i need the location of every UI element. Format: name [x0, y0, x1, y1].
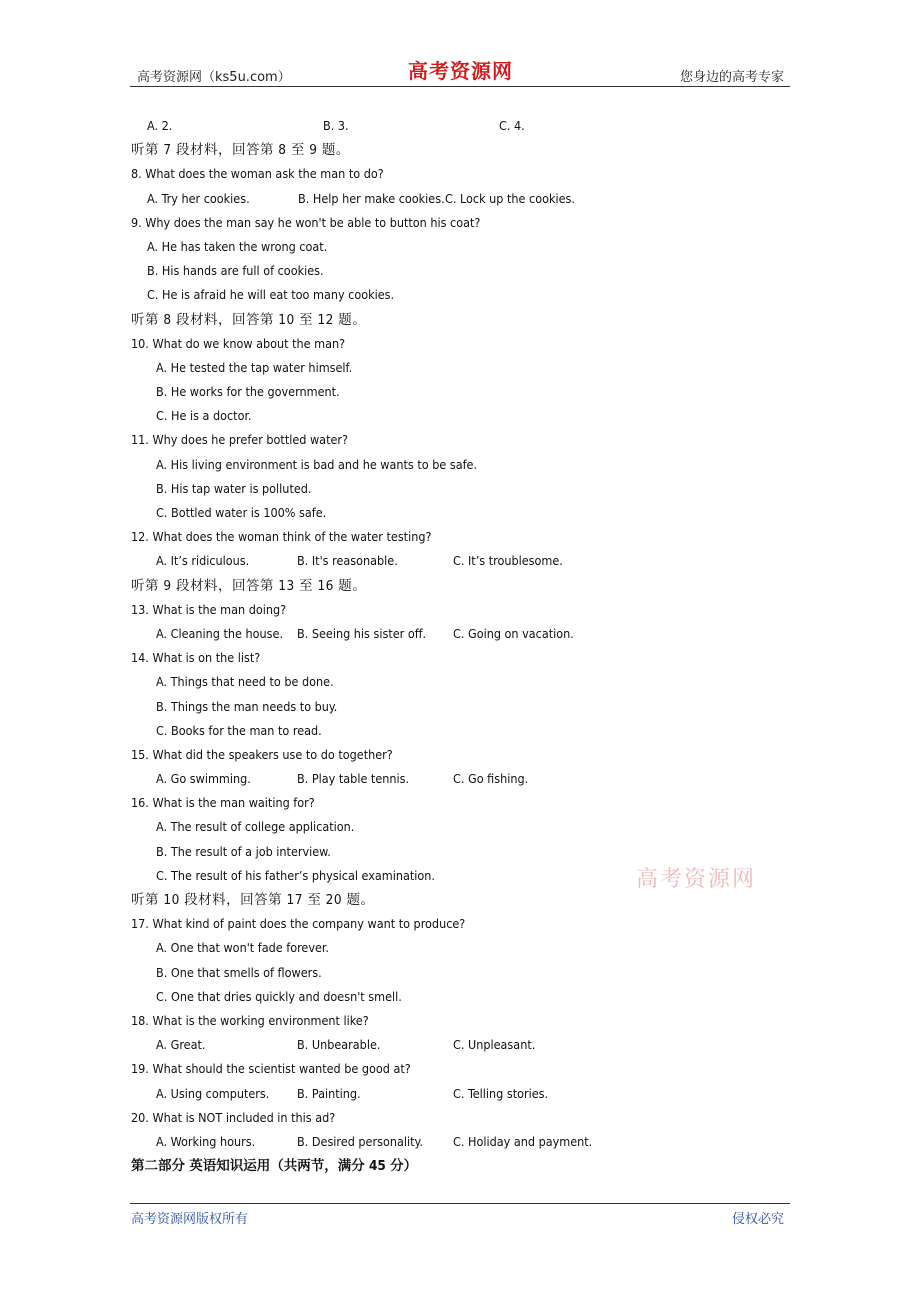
option-text: B. His hands are full of cookies.: [147, 263, 324, 279]
footer-copyright: 高考资源网版权所有: [131, 1212, 249, 1227]
option-text: C. One that dries quickly and doesn't smell.: [156, 988, 402, 1004]
option-b: B. Help her make cookies.: [298, 190, 445, 206]
option-b: B. Desired personality.: [297, 1133, 423, 1149]
answer-options: [131, 695, 791, 719]
option-b: B. It's reasonable.: [297, 553, 398, 569]
line-text: 8. What does the woman ask the man to do?: [131, 166, 384, 182]
answer-options: [131, 404, 791, 428]
option-c: C. Lock up the cookies.: [445, 190, 575, 206]
section-instruction: [131, 138, 791, 162]
answer-options: [131, 936, 791, 960]
answer-options: [131, 840, 791, 864]
question-stem: [131, 525, 791, 549]
option-c: C. Go fishing.: [453, 771, 529, 787]
line-text: 14. What is on the list?: [131, 650, 261, 666]
option-text: B. One that smells of flowers.: [156, 964, 322, 980]
option-a: A. Working hours.: [156, 1133, 256, 1149]
option-b: B. 3.: [323, 118, 349, 133]
option-a: A. Great.: [156, 1037, 206, 1053]
question-stem: [131, 332, 791, 356]
answer-options: [131, 670, 791, 694]
question-stem: [131, 1106, 791, 1130]
footer-divider: [130, 1203, 790, 1204]
line-text: 9. Why does the man say he won't be able to button his coat?: [131, 214, 481, 230]
answer-options: [131, 501, 791, 525]
option-text: B. Things the man needs to buy.: [156, 698, 338, 714]
line-text: 19. What should the scientist wanted be good at?: [131, 1061, 411, 1077]
option-a: A. Go swimming.: [156, 771, 251, 787]
answer-options: [131, 549, 791, 573]
answer-options: [131, 380, 791, 404]
line-text: 13. What is the man doing?: [131, 601, 287, 617]
option-c: C. Telling stories.: [453, 1085, 549, 1101]
answer-options: [131, 719, 791, 743]
answer-options: [131, 815, 791, 839]
option-text: A. One that won't fade forever.: [156, 940, 329, 956]
option-b: B. Seeing his sister off.: [297, 625, 427, 641]
answer-options: [131, 477, 791, 501]
answer-options: [131, 1033, 791, 1057]
line-text: 17. What kind of paint does the company want to produce?: [131, 916, 466, 932]
option-text: A. He tested the tap water himself.: [156, 359, 353, 375]
question-stem: [131, 598, 791, 622]
answer-options: [131, 187, 791, 211]
header-site-name: 高考资源网（ks5u.com）: [137, 70, 291, 85]
line-text: 听第 10 段材料，回答第 17 至 20 题。: [131, 892, 375, 908]
part-heading: [131, 1154, 791, 1178]
option-b: B. Painting.: [297, 1085, 361, 1101]
question-stem: [131, 428, 791, 452]
answer-options: [131, 961, 791, 985]
answer-options: [131, 235, 791, 259]
option-text: A. His living environment is bad and he wants to be safe.: [156, 456, 478, 472]
answer-options: [131, 283, 791, 307]
option-text: A. He has taken the wrong coat.: [147, 238, 328, 254]
option-c: C. 4.: [499, 118, 525, 133]
answer-options: [131, 1130, 791, 1154]
option-text: A. Things that need to be done.: [156, 674, 334, 690]
answer-options: [131, 622, 791, 646]
option-text: C. He is a doctor.: [156, 408, 252, 424]
option-text: B. His tap water is polluted.: [156, 480, 312, 496]
option-b: B. Unbearable.: [297, 1037, 381, 1053]
answer-options: [131, 259, 791, 283]
question-stem: [131, 791, 791, 815]
option-text: C. Books for the man to read.: [156, 722, 322, 738]
option-text: C. He is afraid he will eat too many cookies.: [147, 287, 395, 303]
section-instruction: [131, 308, 791, 332]
line-text: 16. What is the man waiting for?: [131, 795, 315, 811]
question-stem: [131, 162, 791, 186]
option-text: A. The result of college application.: [156, 819, 355, 835]
answer-options: [131, 114, 791, 138]
line-text: 10. What do we know about the man?: [131, 335, 346, 351]
header-divider: [130, 86, 790, 87]
question-stem: [131, 743, 791, 767]
line-text: 听第 8 段材料，回答第 10 至 12 题。: [131, 311, 367, 328]
option-a: A. Using computers.: [156, 1085, 270, 1101]
line-text: 12. What does the woman think of the water testing?: [131, 529, 432, 545]
question-stem: [131, 1057, 791, 1081]
question-stem: [131, 912, 791, 936]
line-text: 20. What is NOT included in this ad?: [131, 1109, 336, 1125]
line-text: 15. What did the speakers use to do together?: [131, 746, 393, 762]
answer-options: [131, 356, 791, 380]
option-a: A. It’s ridiculous.: [156, 553, 250, 569]
answer-options: [131, 453, 791, 477]
answer-options: [131, 985, 791, 1009]
question-stem: [131, 1009, 791, 1033]
option-text: B. He works for the government.: [156, 384, 340, 400]
option-b: B. Play table tennis.: [297, 771, 410, 787]
header-slogan: 您身边的高考专家: [679, 70, 784, 85]
question-stem: [131, 211, 791, 235]
footer-rights-notice: 侵权必究: [731, 1212, 784, 1227]
option-text: C. The result of his father’s physical examination.: [156, 867, 435, 883]
question-stem: [131, 646, 791, 670]
line-text: 听第 7 段材料，回答第 8 至 9 题。: [131, 142, 350, 159]
option-text: C. Bottled water is 100% safe.: [156, 505, 327, 520]
option-a: A. 2.: [147, 118, 173, 133]
answer-options: [131, 1082, 791, 1106]
line-text: 第二部分 英语知识运用（共两节，满分 45 分）: [131, 1158, 418, 1175]
option-a: A. Try her cookies.: [147, 190, 250, 206]
answer-options: [131, 767, 791, 791]
watermark: 高考资源网: [636, 867, 757, 892]
line-text: 11. Why does he prefer bottled water?: [131, 432, 348, 448]
option-c: C. Unpleasant.: [453, 1037, 536, 1053]
exam-content: [131, 114, 791, 1178]
line-text: 18. What is the working environment like?: [131, 1012, 369, 1028]
option-c: C. It’s troublesome.: [453, 553, 563, 569]
option-text: B. The result of a job interview.: [156, 843, 331, 859]
line-text: 听第 9 段材料，回答第 13 至 16 题。: [131, 577, 367, 594]
option-a: A. Cleaning the house.: [156, 625, 284, 641]
option-c: C. Holiday and payment.: [453, 1133, 593, 1149]
header-logo: 高考资源网: [408, 59, 513, 83]
option-c: C. Going on vacation.: [453, 625, 574, 641]
section-instruction: [131, 574, 791, 598]
